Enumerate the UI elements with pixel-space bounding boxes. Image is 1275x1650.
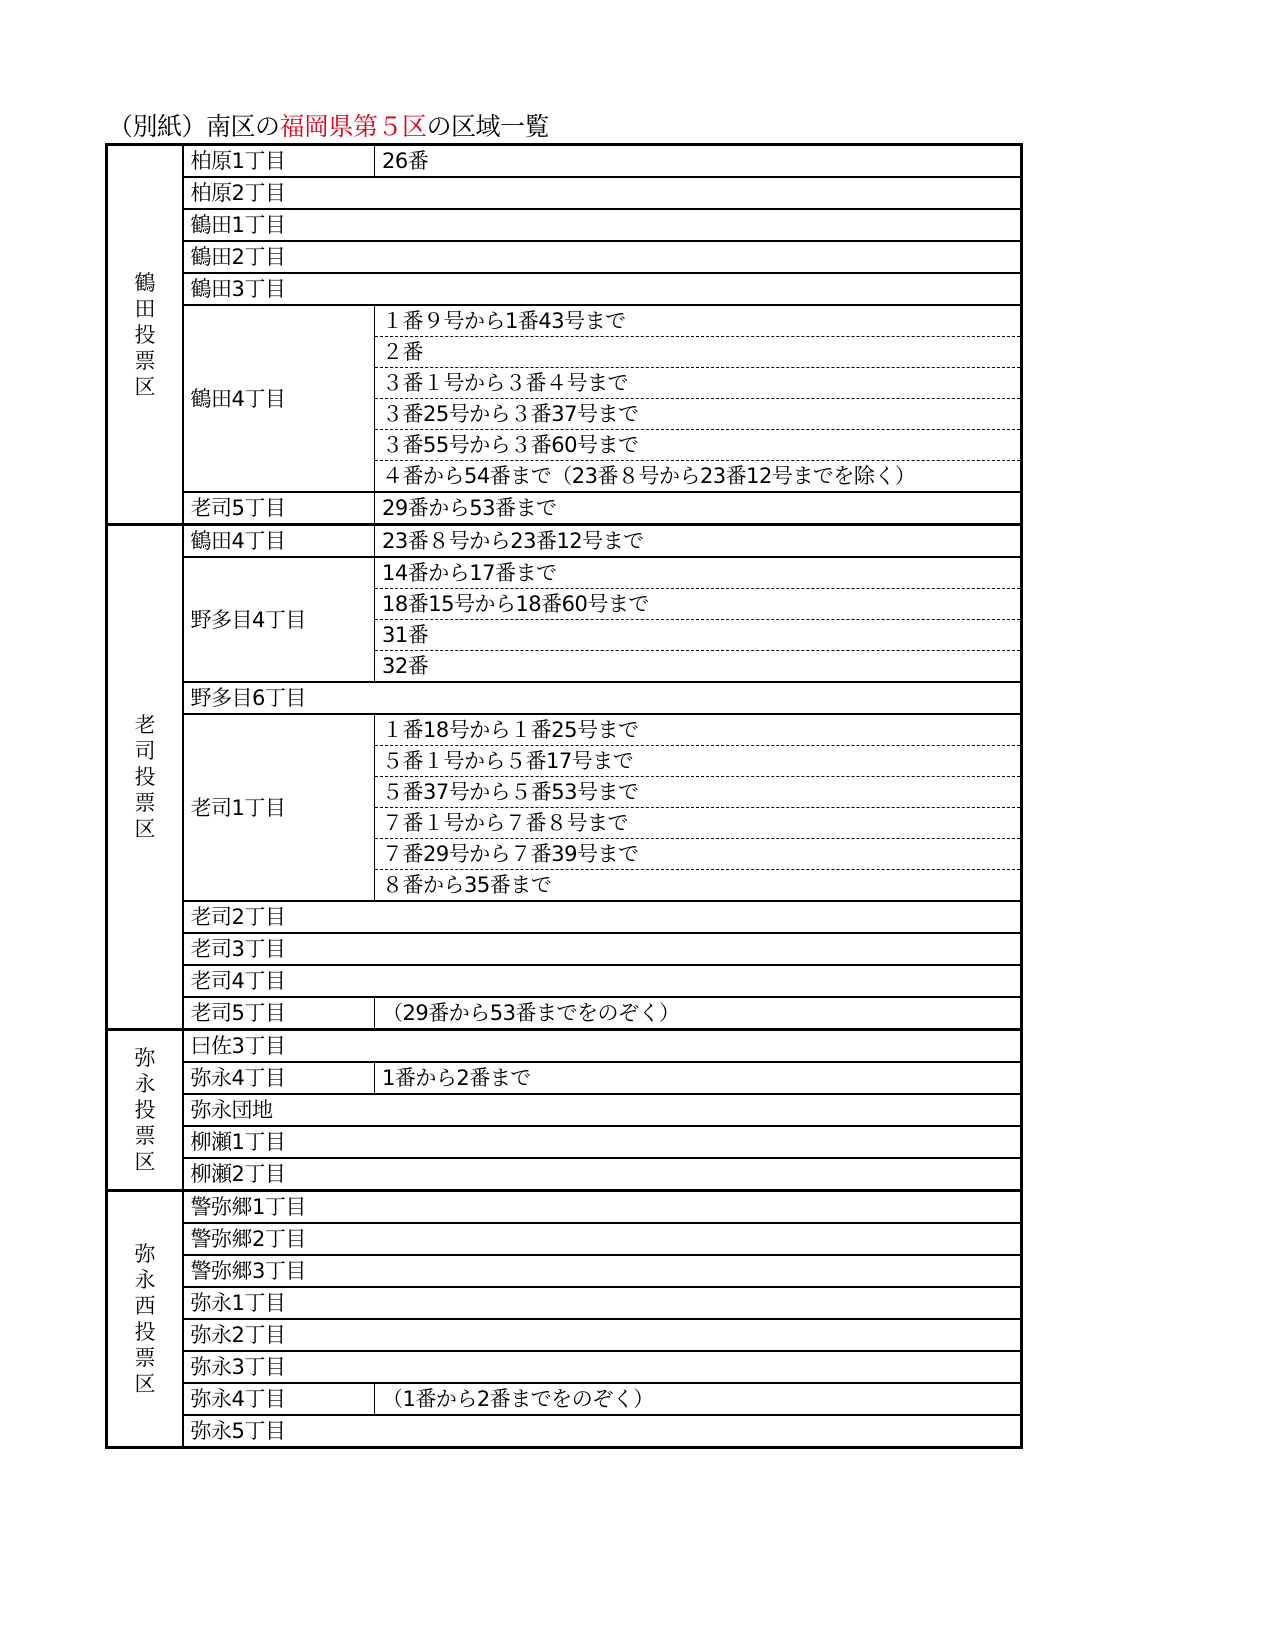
- district-name: 弥 永 西 投 票 区: [107, 1191, 183, 1448]
- table-row: [107, 1351, 1022, 1383]
- table-row: [107, 1319, 1022, 1351]
- table-row: [107, 1287, 1022, 1319]
- detail-range: 29番から53番まで: [375, 492, 1022, 525]
- town-name: 鶴田2丁目: [183, 241, 1022, 273]
- detail-range: ５番37号から５番53号まで: [375, 777, 1022, 808]
- town-name: 柳瀬2丁目: [183, 1158, 1022, 1191]
- district-table: [105, 143, 1023, 1449]
- town-name: 老司2丁目: [183, 901, 1022, 933]
- district-name: 弥 永 投 票 区: [107, 1030, 183, 1191]
- district-name: 鶴 田 投 票 区: [107, 145, 183, 525]
- table-row: [107, 933, 1022, 965]
- table-row: [107, 1415, 1022, 1448]
- document-title: [108, 110, 549, 144]
- town-name: 弥永4丁目: [183, 1062, 375, 1094]
- detail-range: ４番から54番まで（23番８号から23番12号までを除く）: [375, 461, 1022, 493]
- town-name: 老司4丁目: [183, 965, 1022, 997]
- detail-range: （29番から53番までをのぞく）: [375, 997, 1022, 1030]
- table-row: [107, 1094, 1022, 1126]
- table-row: [107, 492, 1022, 525]
- detail-range: 26番: [375, 145, 1022, 178]
- table-row: [107, 1030, 1022, 1063]
- town-name: 弥永1丁目: [183, 1287, 1022, 1319]
- table-row: [107, 177, 1022, 209]
- detail-range: 18番15号から18番60号まで: [375, 589, 1022, 620]
- town-name: 弥永4丁目: [183, 1383, 375, 1415]
- town-name: 鶴田1丁目: [183, 209, 1022, 241]
- town-name: 老司5丁目: [183, 492, 375, 525]
- table-row: [107, 682, 1022, 714]
- table-row: [107, 241, 1022, 273]
- title-highlight: 福岡県第５区: [279, 112, 427, 141]
- title-suffix: の区域一覧: [426, 112, 550, 141]
- town-name: 弥永5丁目: [183, 1415, 1022, 1448]
- detail-range: １番18号から１番25号まで: [375, 714, 1022, 746]
- town-name: 鶴田4丁目: [183, 525, 375, 558]
- detail-range: 23番８号から23番12号まで: [375, 525, 1022, 558]
- town-name: 老司1丁目: [183, 714, 375, 901]
- town-name: 鶴田4丁目: [183, 305, 375, 492]
- detail-range: ３番25号から３番37号まで: [375, 399, 1022, 430]
- table-row: [107, 965, 1022, 997]
- detail-range: ２番: [375, 337, 1022, 368]
- table-row: [107, 714, 1022, 746]
- detail-range: ３番55号から３番60号まで: [375, 430, 1022, 461]
- town-name: 弥永2丁目: [183, 1319, 1022, 1351]
- table-row: [107, 1383, 1022, 1415]
- table-row: [107, 1126, 1022, 1158]
- town-name: 野多目6丁目: [183, 682, 1022, 714]
- title-prefix: （別紙）南区の: [108, 112, 280, 141]
- table-row: [107, 525, 1022, 558]
- town-name: 老司5丁目: [183, 997, 375, 1030]
- detail-range: ８番から35番まで: [375, 870, 1022, 902]
- table-row: [107, 1062, 1022, 1094]
- table-row: [107, 305, 1022, 337]
- detail-range: ３番１号から３番４号まで: [375, 368, 1022, 399]
- town-name: 弥永団地: [183, 1094, 1022, 1126]
- town-name: 警弥郷1丁目: [183, 1191, 1022, 1224]
- detail-range: ５番１号から５番17号まで: [375, 746, 1022, 777]
- detail-range: 31番: [375, 620, 1022, 651]
- table-row: [107, 557, 1022, 589]
- town-name: 警弥郷3丁目: [183, 1255, 1022, 1287]
- detail-range: ７番１号から７番８号まで: [375, 808, 1022, 839]
- table-row: [107, 901, 1022, 933]
- detail-range: 1番から2番まで: [375, 1062, 1022, 1094]
- table-row: [107, 145, 1022, 178]
- town-name: 柏原1丁目: [183, 145, 375, 178]
- town-name: 警弥郷2丁目: [183, 1223, 1022, 1255]
- table-row: [107, 1191, 1022, 1224]
- detail-range: 32番: [375, 651, 1022, 683]
- detail-range: １番９号から1番43号まで: [375, 305, 1022, 337]
- table-row: [107, 1223, 1022, 1255]
- table-row: [107, 997, 1022, 1030]
- town-name: 柳瀬1丁目: [183, 1126, 1022, 1158]
- table-row: [107, 209, 1022, 241]
- town-name: 鶴田3丁目: [183, 273, 1022, 305]
- table-row: [107, 273, 1022, 305]
- detail-range: ７番29号から７番39号まで: [375, 839, 1022, 870]
- district-name: 老 司 投 票 区: [107, 525, 183, 1030]
- detail-range: （1番から2番までをのぞく）: [375, 1383, 1022, 1415]
- table-row: [107, 1255, 1022, 1287]
- table-row: [107, 1158, 1022, 1191]
- town-name: 老司3丁目: [183, 933, 1022, 965]
- detail-range: 14番から17番まで: [375, 557, 1022, 589]
- town-name: 弥永3丁目: [183, 1351, 1022, 1383]
- town-name: 曰佐3丁目: [183, 1030, 1022, 1063]
- town-name: 野多目4丁目: [183, 557, 375, 682]
- town-name: 柏原2丁目: [183, 177, 1022, 209]
